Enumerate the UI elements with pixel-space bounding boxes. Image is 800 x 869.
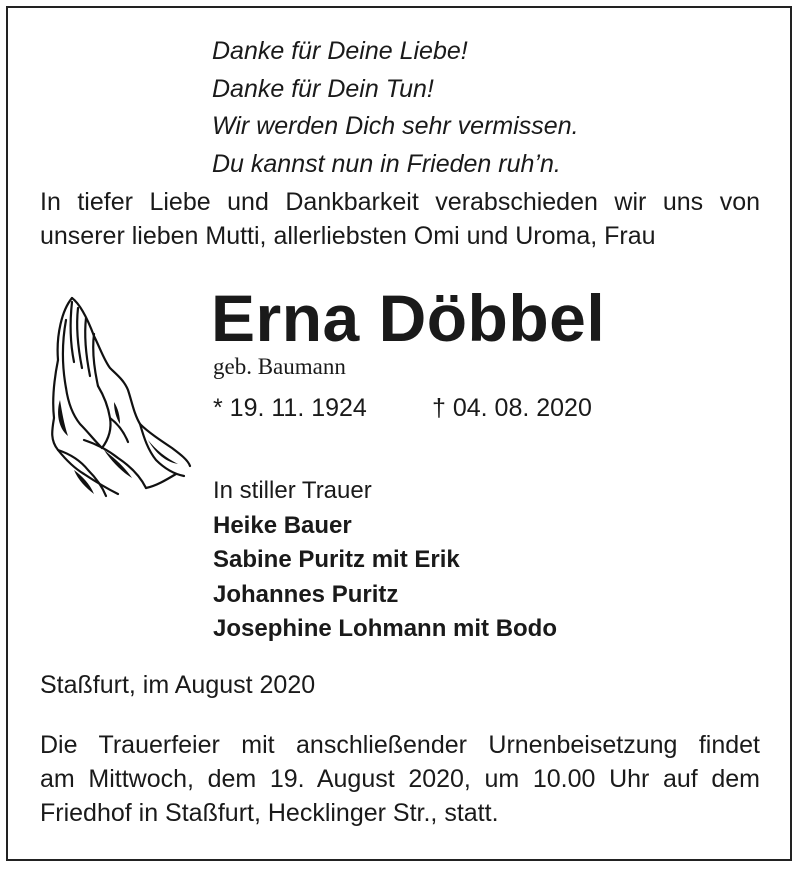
poem-line: Wir werden Dich sehr vermissen. (212, 112, 579, 140)
maiden-name: geb. Baumann (213, 354, 346, 379)
intro-line: unserer lieben Mutti, allerliebsten Omi und Uroma, Frau (40, 222, 656, 250)
mourner-name: Josephine Lohmann mit Bodo (213, 615, 558, 642)
place-date: Staßfurt, im August 2020 (40, 671, 316, 699)
service-line: Die Trauerfeier mit anschließender Urnenbeisetzung findet (40, 731, 760, 759)
intro-text (40, 185, 760, 253)
mourner-name: Johannes Puritz (213, 580, 399, 608)
mourner-name: Sabine Puritz mit Erik (213, 546, 460, 573)
mourner-name: Heike Bauer (213, 511, 352, 539)
deceased-name: Erna Döbbel (211, 281, 606, 355)
service-line: Friedhof in Staßfurt, Hecklinger Str., statt. (40, 799, 499, 827)
poem (212, 33, 579, 183)
service-info (40, 728, 760, 830)
poem-line: Du kannst nun in Frieden ruh’n. (212, 149, 561, 178)
poem-line: Danke für Deine Liebe! (212, 37, 468, 65)
mourners-block (213, 474, 557, 647)
poem-line: Danke für Dein Tun! (212, 74, 434, 103)
intro-line: In tiefer Liebe und Dankbarkeit verabschieden wir uns von (40, 188, 760, 216)
birth-date: * 19. 11. 1924 (213, 394, 367, 422)
service-line: am Mittwoch, dem 19. August 2020, um 10.00 Uhr auf dem (40, 765, 760, 793)
death-date: † 04. 08. 2020 (432, 394, 592, 422)
mourners-heading: In stiller Trauer (213, 477, 372, 504)
praying-hands-icon (44, 290, 194, 505)
